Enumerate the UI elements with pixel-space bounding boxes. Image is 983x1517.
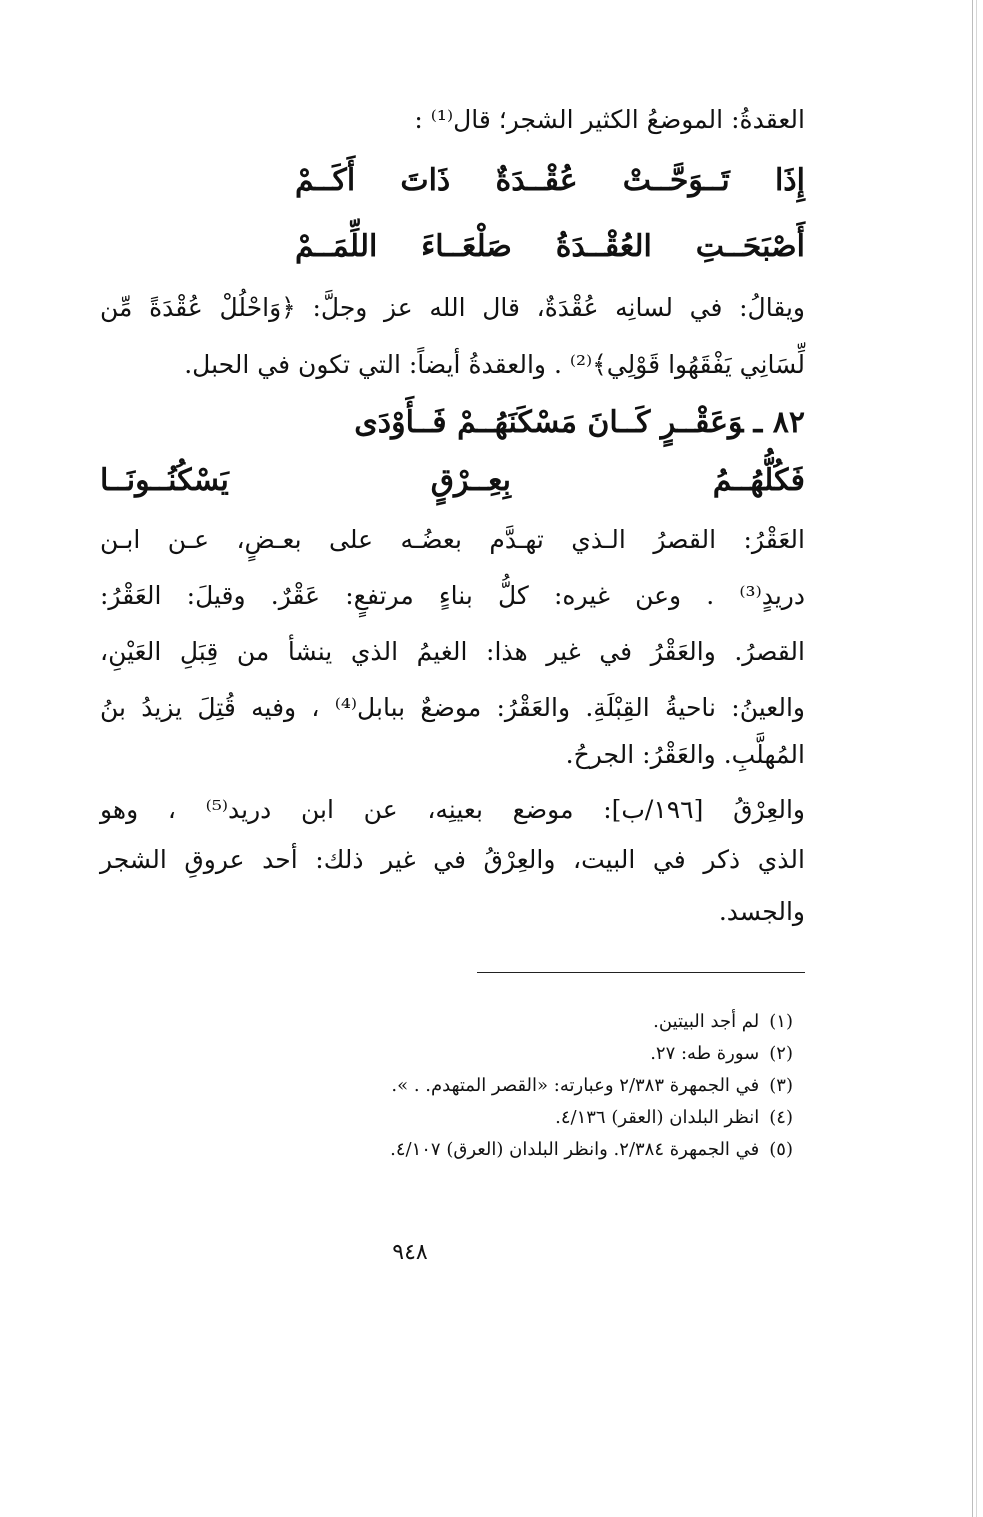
paragraph-2-line-2: الذي ذكر في البيت، والعِرْقُ في غير ذلك: أحد عروقِ الشجر [100, 845, 805, 874]
book-page [100, 0, 805, 1517]
paragraph-1-line-5: المُهلَّبِ. والعَقْرُ: الجرحُ. [565, 740, 805, 769]
footnote-number: (٣) [769, 1075, 793, 1096]
verse-2-first-hemistich-text: وَعَقْــرٍ كَــانَ مَسْكَنَهُــمْ فَــأَوْدَى [354, 405, 744, 440]
paragraph-1-line-4: والعينُ: ناحيةُ القِبْلَةِ. والعَقْرُ: موضعٌ ببابل⁽⁴⁾ ، وفيه قُتِلَ يزيدُ بنُ [100, 693, 805, 722]
text-line-5: لِّسَانِي يَفْقَهُوا قَوْلِي﴾⁽²⁾ . والعقدةُ أيضاً: التي تكون في الحبل. [184, 350, 805, 379]
footnote-text: سورة طه: ٢٧. [650, 1043, 760, 1064]
footnote-4 [555, 1104, 793, 1132]
footnote-number: (٢) [769, 1043, 793, 1064]
footnote-number: (٤) [769, 1107, 793, 1128]
footnote-5 [390, 1136, 793, 1164]
paragraph-1-line-1: العَقْرُ: القصرُ الـذي تهـدَّم بعضُـه على بعـضٍ، عـن ابـن [100, 525, 805, 554]
entry-number: ٨٢ ـ [753, 405, 805, 440]
footnote-number: (٥) [769, 1139, 793, 1160]
paragraph-2-line-3: والجسد. [718, 897, 805, 926]
text-line-1: العقدةُ: الموضعُ الكثير الشجر؛ قال⁽¹⁾ : [414, 105, 805, 134]
footnote-text: لم أجد البيتين. [653, 1011, 760, 1032]
footnote-2 [650, 1040, 793, 1068]
text-line-4: ويقالُ: في لسانِه عُقْدَةٌ، قال الله عز وجلَّ: ﴿وَاحْلُلْ عُقْدَةً مِّن [100, 293, 805, 322]
page-number: ٩٤٨ [392, 1240, 428, 1265]
footnote-number: (١) [769, 1011, 793, 1032]
footnote-text: انظر البلدان (العقر) ٤/١٣٦. [555, 1107, 760, 1128]
verse-2-second-hemistich: فَكُلُّهُــمُ بِعِــرْقٍ يَسْكُنُــونَــا [100, 463, 805, 498]
paragraph-1-line-3: القصرُ. والعَقْرُ في غير هذا: الغيمُ الذي ينشأ من قِبَلِ العَيْنِ، [100, 637, 805, 666]
paragraph-1-line-2: دريدٍ⁽³⁾ . وعن غيره: كلُّ بناءٍ مرتفعٍ: عَقْرٌ. وقيلَ: العَقْرُ: [100, 581, 805, 610]
page-edge-line [972, 0, 973, 1517]
footnote-text: في الجمهرة ٢/٣٨٣ وعبارته: «القصر المتهدم. . ». [391, 1075, 760, 1096]
footnote-text: في الجمهرة ٢/٣٨٤. وانظر البلدان (العرق) ٤/١٠٧. [390, 1139, 760, 1160]
footnote-separator [477, 972, 805, 973]
footnote-3 [391, 1072, 793, 1100]
entry-82-first-hemistich [100, 400, 805, 446]
footnote-1 [653, 1008, 793, 1036]
paragraph-2-line-1: والعِرْقُ [١٩٦/ب]: موضع بعينِه، عن ابن دريد⁽⁵⁾ ، وهو [100, 795, 805, 824]
verse-1-first-hemistich: إِذَا تَــوَحَّــتْ عُقْــدَةٌ ذَاتَ أَكَــمْ [295, 163, 805, 198]
verse-1-second-hemistich: أَصْبَحَــتِ العُقْــدَةُ صَلْعَــاءَ اللِّمَــمْ [295, 229, 805, 264]
page-edge-line-inner [976, 0, 977, 1517]
